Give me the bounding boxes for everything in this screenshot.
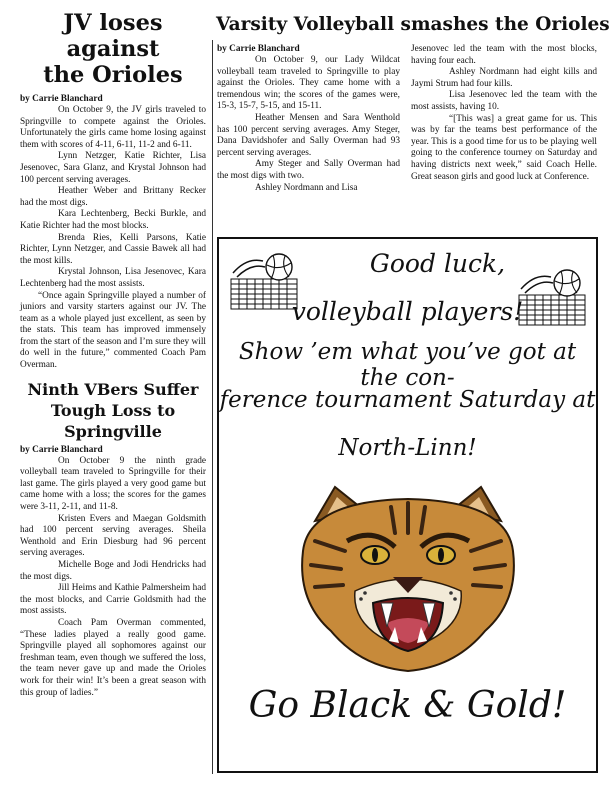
varsity-column-2 bbox=[411, 44, 597, 183]
varsity-paragraph: Jesenovec led the team with the most blocks, having four each. bbox=[411, 44, 597, 66]
ninth-paragraph: Michelle Boge and Jodi Hendricks had the most digs. bbox=[20, 560, 206, 582]
ad-line-north-linn: North-Linn! bbox=[338, 435, 477, 461]
varsity-paragraph: On October 9, our Lady Wildcat volleyball team traveled to Springville to play against the Orioles. They came home with a tremendous win; the scores of the games were, 15-3, 15-7, 5-15, and 15-11. bbox=[217, 55, 400, 112]
ad-slogan: Go Black & Gold! bbox=[248, 685, 567, 726]
varsity-paragraph: “[This was] a great game for us. This was by far the teams best performance of the year. This is a good time for us to be playing well going to the conference tourney on Saturday and having districts next week,” said Coach Helle. Great season girls and good luck at Conference. bbox=[411, 113, 597, 182]
varsity-column-1 bbox=[217, 44, 400, 194]
ad-line-good-luck: Good luck, bbox=[369, 249, 506, 278]
jv-paragraph: Heather Weber and Brittany Recker had the most digs. bbox=[20, 186, 206, 208]
varsity-byline: by Carrie Blanchard bbox=[217, 44, 300, 54]
varsity-paragraph: Ashley Nordmann and Lisa bbox=[255, 182, 358, 193]
ninth-byline: by Carrie Blanchard bbox=[20, 444, 103, 455]
jv-paragraph: Brenda Ries, Kelli Parsons, Katie Richter, Lynn Netzger, and Cassie Bawek all had the most kills. bbox=[20, 232, 206, 266]
ad-line-volleyball-players: volleyball players! bbox=[291, 297, 524, 326]
ninth-paragraph: On October 9 the ninth grade volleyball team traveled to Springville for their last game. The girls played a very good game but came home with a loss; the scores for the games were 3-11, 2-11, and 11-8. bbox=[20, 455, 206, 513]
ninth-paragraph: Kristen Evers and Maegan Goldsmith had 100 percent serving averages. Sheila Wenthold and Erin Diesburg had 96 percent serving averages. bbox=[20, 513, 206, 559]
jv-headline: JV loses against the Orioles bbox=[43, 10, 183, 88]
ad-line-conference: ference tournament Saturday at bbox=[219, 387, 596, 413]
varsity-paragraph: Heather Mensen and Sara Wenthold has 100 percent serving averages. Amy Steger, Dana Davidshofer and Sally Overman had 93 percent serving averages. bbox=[217, 112, 400, 158]
left-column bbox=[20, 10, 206, 699]
varsity-paragraph: Amy Steger and Sally Overman had the most digs with two. bbox=[217, 159, 400, 181]
jv-paragraph: Krystal Johnson, Lisa Jesenovec, Kara Lechtenberg had the most assists. bbox=[20, 267, 206, 289]
varsity-paragraph: Ashley Nordmann had eight kills and Jaymi Strum had four kills. bbox=[411, 67, 597, 89]
jv-paragraph: “Once again Springville played a number of juniors and varsity starters against our JV. The team as a whole played just excellent, as seen by the stats. This team has improved immensely from the start of the season and I’m sure they will do well in the future,” commented Coach Pam Overman. bbox=[20, 290, 206, 371]
ninth-paragraph: Coach Pam Overman commented, “These ladies played a really good game. Springville played all sophomores against our freshman team, even though we suffered the loss, the team never gave up and made the Orioles work for their win! It’s been a great season with this group of ladies.” bbox=[20, 617, 206, 698]
jv-paragraph: Lynn Netzger, Katie Richter, Lisa Jesenovec, Sara Glanz, and Krystal Johnson had 100 percent serving averages. bbox=[20, 151, 206, 185]
varsity-paragraph: Lisa Jesenovec led the team with the most assists, having 10. bbox=[411, 90, 597, 112]
jv-paragraph: On October 9, the JV girls traveled to Springville to compete against the Orioles. Unfortunately the girls came home losing against them with scores of 4-11, 6-11, 11-2 and 6-11. bbox=[20, 105, 206, 150]
jv-byline: by Carrie Blanchard bbox=[20, 94, 103, 104]
ninth-headline: Ninth VBers Suffer Tough Loss to Springville bbox=[27, 379, 199, 441]
ninth-paragraph: Jill Heims and Kathie Palmersheim had the most blocks, and Carrie Goldsmith had the most assists. bbox=[20, 583, 206, 617]
column-divider bbox=[212, 40, 213, 774]
varsity-headline: Varsity Volleyball smashes the Orioles bbox=[216, 14, 610, 35]
ad-line-show-em: Show ’em what you’ve got at the con- bbox=[238, 339, 577, 391]
jv-paragraph: Kara Lechtenberg, Becki Burkle, and Katie Richter had the most blocks. bbox=[20, 209, 206, 231]
wildcat-mascot-image bbox=[295, 481, 521, 677]
good-luck-ad bbox=[217, 237, 598, 773]
